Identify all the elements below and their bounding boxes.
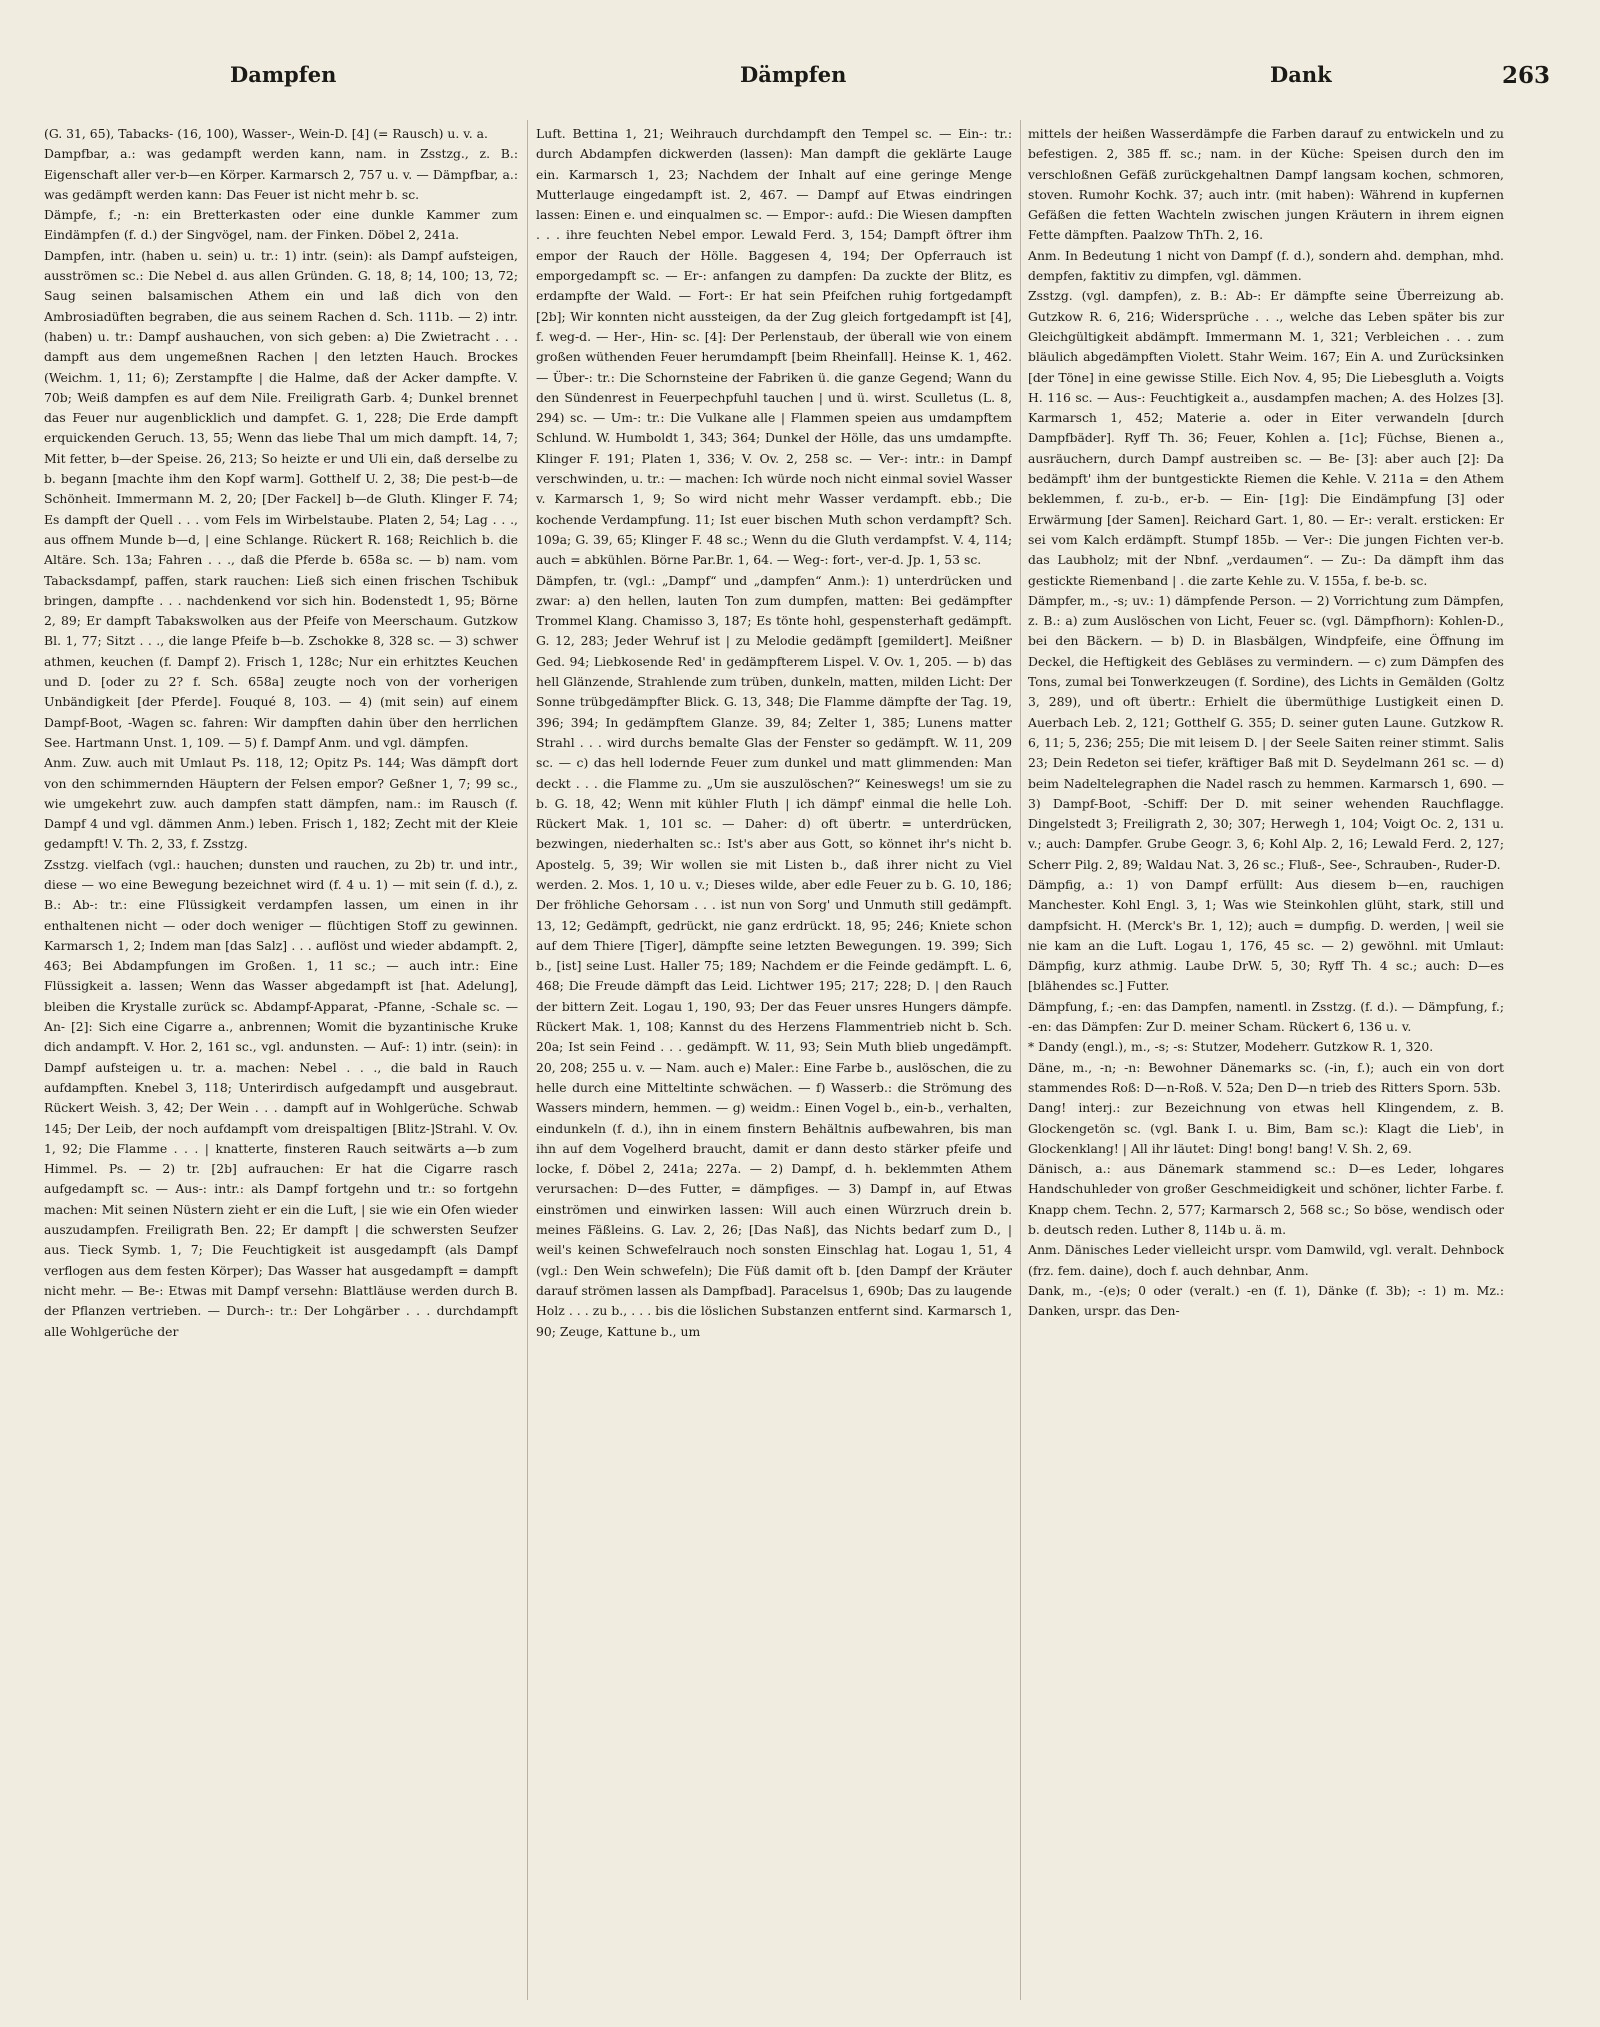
entry-paragraph: Dämpfen, tr. (vgl.: „Dampf“ und „dampfen“ Anm.): 1) unterdrücken und zwar: a) den hellen, lauten Ton zum dumpfen, matten: Bei gedämpfter Trommel Klang. Chamisso 3, 187; Es tönte hohl, gespensterhaft gedämpft. G. 12, 283; Jeder Wehruf ist | zu Melodie gedämpft [gemildert]. Meißner Ged. 94; Liebkosende Red' in gedämpfterem Lispel. V. Ov. 1, 205. — b) das hell Glänzende, Strahlende zum trüben, dunkeln, matten, milden Licht: Der Sonne trübgedämpfter Blick. G. 13, 348; Die Flamme dämpfte der Tag. 19, 396; 394; In gedämpftem Glanze. 39, 84; Zelter 1, 385; Lunens matter Strahl . . . wird durchs bemalte Glas der Fenster so gedämpft. W. 11, 209 sc. — c) das hell lodernde Feuer zum dunkel und matt glimmenden: Man deckt . . . die Flamme zu. „Um sie auszulöschen?“ Keineswegs! um sie zu b. G. 18, 42; Wenn mit kühler Fluth | ich dämpf' einmal die helle Loh. Rückert Mak. 1, 101 sc. — Daher: d) oft übertr. = unterdrücken, bezwingen, niederhalten sc.: Ist's aber aus Gott, so könnet ihr's nicht b. Apostelg. 5, 39; Wir wollen sie mit Listen b., daß ihrer nicht zu Viel werden. 2. Mos. 1, 10 u. v.; Dieses wilde, aber edle Feuer zu b. G. 10, 186; Der fröhliche Gehorsam . . . ist nun von Sorg' und Unmuth still gedämpft. 13, 12; Gedämpft, gedrückt, nie ganz erdrückt. 18, 95; 246; Kniete schon auf dem Thiere [Tiger], dämpfte seine letzten Bewegungen. 19. 399; Sich b., [ist] seine Lust. Haller 75; 189; Nachdem er die Feinde gedämpft. L. 6, 468; Die Freude dämpft das Leid. Lichtwer 195; 217; 228; D. | den Rauch der bittern Zeit. Logau 1, 190, 93; Der das Feuer unsres Hungers dämpfe. Rückert Mak. 1, 108; Kannst du des Herzens Flammentrieb nicht b. Sch. 20a; Ist sein Feind . . . gedämpft. W. 11, 93; Sein Muth blieb ungedämpft. 20, 208; 255 u. v. — Nam. auch e) Maler.: Eine Farbe b., auslöschen, die zu helle durch eine Mitteltinte schwächen. — f) Wasserb.: die Strömung des Wassers mindern, hemmen. — g) weidm.: Einen Vogel b., ein-b., verhalten, eindunkeln (f. d.), ihn in einem finstern Behältnis aufbewahren, bis man ihn auf dem Vogelherd braucht, damit er dann desto stärker pfeife und locke, f. Döbel 2, 241a; 227a. — 2) Dampf, d. h. beklemmten Athem verursachen: D—des Futter, = dämpfiges. — 3) Dampf in, auf Etwas einströmen und einwirken lassen: Will auch einen Würzruch drein b. meines Fäßleins. G. Lav. 2, 26; [Das Naß], das Nichts bedarf zum D., | weil's keinen Schwefelrauch noch sonsten Einschlag hat. Logau 1, 51, 4 (vgl.: Den Wein schwefeln); Die Füß damit oft b. [den Dampf der Kräuter darauf strömen lassen als Dampfbad]. Paracelsus 1, 690b; Das zu laugende Holz . . . zu b., . . . bis die löslichen Substanzen entfernt sind. Karmarsch 1, 90; Zeuge, Kattune b., um	[536, 572, 1012, 1339]
entry-paragraph: mittels der heißen Wasserdämpfe die Farben darauf zu entwickeln und zu befestigen. 2, 385 ff. sc.; nam. in der Küche: Speisen durch den im verschloßnen Gefäß zurückgehaltnen Dampf langsam kochen, schmoren, stoven. Rumohr Kochk. 37; auch intr. (mit haben): Während in kupfernen Gefäßen die fetten Wachteln zwischen jungen Kräutern in ihrem eignen Fette dämpften. Paalzow ThTh. 2, 16.	[1028, 126, 1504, 243]
entry-paragraph: Dampfbar, a.: was gedampft werden kann, nam. in Zsstzg., z. B.: Eigenschaft aller ver-b—en Körper. Karmarsch 2, 757 u. v. — Dämpfbar, a.: was gedämpft werden kann: Das Feuer ist nicht mehr b. sc.	[44, 146, 518, 202]
entry-paragraph: * Dandy (engl.), m., -s; -s: Stutzer, Modeherr. Gutzkow R. 1, 320.	[1028, 1039, 1434, 1055]
text-column-1	[44, 124, 518, 2004]
entry-paragraph: Dämpfer, m., -s; uv.: 1) dämpfende Person. — 2) Vorrichtung zum Dämpfen, z. B.: a) zum Auslöschen von Licht, Feuer sc. (vgl. Dämpfhorn): Kohlen-D., bei den Bäckern. — b) D. in Blasbälgen, Windpfeife, eine Öffnung im Deckel, die Heftigkeit des Gebläses zu vermindern. — c) zum Dämpfen des Tons, zumal bei Tonwerkzeugen (f. Sordine), des Lichts in Gemälden (Goltz 3, 289), und oft übertr.: Erhielt die übermüthige Lustigkeit einen D. Auerbach Leb. 2, 121; Gotthelf G. 355; D. seiner guten Laune. Gutzkow R. 6, 11; 5, 236; 255; Die mit leisem D. | der Seele Saiten reiner stimmt. Salis 23; Dein Redeton sei tiefer, kräftiger Baß mit D. Seydelmann 261 sc. — d) beim Nadeltelegraphen die Nadel rasch zu hemmen. Karmarsch 1, 690. — 3) Dampf-Boot, -Schiff: Der D. mit seiner wehenden Rauchflagge. Dingelstedt 3; Freiligrath 2, 30; 307; Herwegh 1, 104; Voigt Oc. 2, 131 u. v.; auch: Dampfer. Grube Geogr. 3, 6; Kohl Alp. 2, 16; Lewald Ferd. 2, 127; Scherr Pilg. 2, 89; Waldau Nat. 3, 26 sc.; Fluß-, See-, Schrauben-, Ruder-D.	[1028, 592, 1504, 872]
text-column-2	[536, 124, 1012, 2004]
entry-paragraph: Zsstzg. vielfach (vgl.: hauchen; dunsten und rauchen, zu 2b) tr. und intr., diese — wo eine Bewegung bezeichnet wird (f. 4 u. 1) — mit sein (f. d.), z. B.: Ab-: tr.: eine Flüssigkeit verdampfen lassen, um einen in ihr enthaltenen nicht — oder doch weniger — flüchtigen Stoff zu gewinnen. Karmarsch 1, 2; Indem man [das Salz] . . . auflöst und wieder abdampft. 2, 463; Bei Abdampfungen im Großen. 1, 11 sc.; — auch intr.: Eine Flüssigkeit a. lassen; Wenn das Wasser abgedampft ist [hat. Adelung], bleiben die Krystalle zurück sc. Abdampf-Apparat, -Pfanne, -Schale sc. — An- [2]: Sich eine Cigarre a., anbrennen; Womit die byzantinische Kruke dich andampft. V. Hor. 2, 161 sc., vgl. andunsten. — Auf-: 1) intr. (sein): in Dampf aufsteigen u. tr. a. machen: Nebel . . ., die bald in Rauch aufdampften. Knebel 3, 118; Unterirdisch aufgedampft und ausgebraut. Rückert Weish. 3, 42; Der Wein . . . dampft auf in Wohlgerüche. Schwab 145; Der Leib, der noch aufdampft vom dreispaltigen [Blitz-]Strahl. V. Ov. 1, 92; Die Flamme . . . | knatterte, finsteren Rauch seitwärts a—b zum Himmel. Ps. — 2) tr. [2b] aufrauchen: Er hat die Cigarre rasch aufgedampft sc. — Aus-: intr.: als Dampf fortgehn und tr.: so fortgehn machen: Mit seinen Nüstern zieht er ein die Luft, | sie wie ein Ofen wieder auszudampfen. Freiligrath Ben. 22; Er dampft | die schwersten Seufzer aus. Tieck Symb. 1, 7; Die Feuchtigkeit ist ausgedampft (als Dampf verflogen aus dem festen Körper); Das Wasser hat ausgedampft = dampft nicht mehr. — Be-: Etwas mit Dampf versehn: Blattläuse werden durch B. der Pflanzen vertrieben. — Durch-: tr.: Der Lohgärber . . . durchdampft alle Wohlgerüche der	[44, 856, 518, 1339]
entry-paragraph: Däne, m., -n; -n: Bewohner Dänemarks sc. (-in, f.); auch ein von dort stammendes Roß: D—n-Roß. V. 52a; Den D—n trieb des Ritters Sporn. 53b.	[1028, 1059, 1504, 1095]
entry-paragraph: Dämpfung, f.; -en: das Dampfen, namentl. in Zsstzg. (f. d.). — Dämpfung, f.; -en: das Dämpfen: Zur D. meiner Scham. Rückert 6, 136 u. v.	[1028, 998, 1504, 1035]
entry-paragraph: Dänisch, a.: aus Dänemark stammend sc.: D—es Leder, lohgares Handschuhleder von großer Geschmeidigkeit und schöner, lichter Farbe. f. Knapp chem. Techn. 2, 577; Karmarsch 2, 568 sc.; So böse, wendisch oder b. deutsch reden. Luther 8, 114b u. ä. m.	[1028, 1161, 1504, 1238]
entry-paragraph: Anm. Dänisches Leder vielleicht urspr. vom Damwild, vgl. veralt. Dehnbock (frz. fem. daine), doch f. auch dehnbar, Anm.	[1028, 1242, 1504, 1278]
entry-paragraph: Dampfen, intr. (haben u. sein) u. tr.: 1) intr. (sein): als Dampf aufsteigen, ausströmen sc.: Die Nebel d. aus allen Gründen. G. 18, 8; 14, 100; 13, 72; Saug seinen balsamischen Athem ein und laß dich von den Ambrosiadüften begraben, die aus seinem Rachen d. Sch. 111b. — 2) intr. (haben) u. tr.: Dampf aushauchen, von sich geben: a) Die Zwietracht . . . dampft aus dem ungemeßnen Rachen | den letzten Hauch. Brockes (Weichm. 1, 11; 6); Zerstampfte | die Halme, daß der Acker dampfte. V. 70b; Weiß dampfen es auf dem Nile. Freiligrath Garb. 4; Dunkel brennet das Feuer nur augenblicklich und dampfet. G. 1, 228; Die Erde dampft erquickenden Geruch. 13, 55; Wenn das liebe Thal um mich dampft. 14, 7; Mit fetter, b—der Speise. 26, 213; So heizte er und Uli ein, daß derselbe zu b. begann [machte ihm den Kopf warm]. Gotthelf U. 2, 38; Die pest-b—de Schönheit. Immermann M. 2, 20; [Der Fackel] b—de Gluth. Klinger F. 74; Es dampft der Quell . . . vom Fels im Wirbelstaube. Platen 2, 54; Lag . . ., aus offnem Munde b—d, | eine Schlange. Rückert R. 168; Reichlich b. die Altäre. Sch. 13a; Fahren . . ., daß die Pferde b. 658a sc. — b) nam. vom Tabacksdampf, paffen, stark rauchen: Ließ sich einen frischen Tschibuk bringen, dampfte . . . nachdenkend vor sich hin. Bodenstedt 1, 95; Börne 2, 89; Er dampft Tabakswolken aus der Pfeife von Meerschaum. Gutzkow Bl. 1, 77; Sitzt . . ., die lange Pfeife b—b. Zschokke 8, 328 sc. — 3) schwer athmen, keuchen (f. Dampf 2). Frisch 1, 128c; Nur ein erhitztes Keuchen und D. [oder zu 2? f. Sch. 658a] zeugte noch von der vorherigen Unbändigkeit [der Pferde]. Fouqué 8, 103. — 4) (mit sein) auf einem Dampf-Boot, -Wagen sc. fahren: Wir dampften dahin über den herrlichen See. Hartmann Unst. 1, 109. — 5) f. Dampf Anm. und vgl. dämpfen.	[44, 247, 518, 750]
entry-paragraph: Anm. In Bedeutung 1 nicht von Dampf (f. d.), sondern ahd. demphan, mhd. dempfen, faktitiv zu dimpfen, vgl. dämmen.	[1028, 247, 1504, 284]
entry-paragraph: Dank, m., -(e)s; 0 oder (veralt.) -en (f. 1), Dänke (f. 3b); -: 1) m. Mz.: Danken, urspr. das Den-	[1028, 1282, 1504, 1319]
column-divider	[527, 120, 528, 2000]
running-head-right: Dank	[1270, 62, 1332, 87]
entry-paragraph: Dämpfe, f.; -n: ein Bretterkasten oder eine dunkle Kammer zum Eindämpfen (f. d.) der Singvögel, nam. der Finken. Döbel 2, 241a.	[44, 207, 518, 243]
entry-paragraph: Dämpfig, a.: 1) von Dampf erfüllt: Aus diesem b—en, rauchigen Manchester. Kohl Engl. 3, 1; Was wie Steinkohlen glüht, stark, still und dampfsicht. H. (Merck's Br. 1, 12); auch = dumpfig. D. werden, | weil sie nie kam an die Luft. Logau 1, 176, 45 sc. — 2) gewöhnl. mit Umlaut: Dämpfig, kurz athmig. Laube DrW. 5, 30; Ryff Th. 4 sc.; auch: D—es [blähendes sc.] Futter.	[1028, 876, 1504, 994]
page-number: 263	[1501, 62, 1550, 89]
entry-paragraph: Zsstzg. (vgl. dampfen), z. B.: Ab-: Er dämpfte seine Überreizung ab. Gutzkow R. 6, 216; Widersprüche . . ., welche das Leben später bis zur Gleichgültigkeit abdämpft. Immermann M. 1, 321; Verbleichen . . . zum bläulich abgedämpften Violett. Stahr Weim. 167; Ein A. und Zurücksinken [der Töne] in eine gewisse Stille. Eich Nov. 4, 95; Die Liebesgluth a. Voigts H. 116 sc. — Aus-: Feuchtigkeit a., ausdampfen machen; A. des Holzes [3]. Karmarsch 1, 452; Materie a. oder in Eiter verwandeln [durch Dampfbäder]. Ryff Th. 36; Feuer, Kohlen a. [1c]; Füchse, Bienen a., ausräuchern, durch Dampf austreiben sc. — Be- [3]: aber auch [2]: Da bedämpft' ihm der buntgestickte Riemen die Kehle. V. 211a = den Athem beklemmen, f. zu-b., er-b. — Ein- [1g]: Die Eindämpfung [3] oder Erwärmung [der Samen]. Reichard Gart. 1, 80. — Er-: veralt. ersticken: Er sei vom Kalch erdämpft. Stumpf 185b. — Ver-: Die jungen Fichten ver-b. das Laubholz; mit der Nbnf. „verdaumen“. — Zu-: Da dämpft ihm das gestickte Riemenband | . die zarte Kehle zu. V. 155a, f. be-b. sc.	[1028, 288, 1504, 588]
column-divider	[1020, 120, 1021, 2000]
entry-paragraph: (G. 31, 65), Tabacks- (16, 100), Wasser-, Wein-D. [4] (= Rausch) u. v. a.	[44, 126, 488, 141]
running-head-center: Dämpfen	[740, 62, 847, 87]
entry-paragraph: Dang! interj.: zur Bezeichnung von etwas hell Klingendem, z. B. Glockengetön sc. (vgl. Bank I. u. Bim, Bam sc.): Klagt die Lieb', in Glockenklang! | All ihr läutet: Ding! bong! bang! V. Sh. 2, 69.	[1028, 1100, 1504, 1156]
running-head	[40, 62, 1560, 98]
text-column-3	[1028, 124, 1504, 2004]
entry-paragraph: Anm. Zuw. auch mit Umlaut Ps. 118, 12; Opitz Ps. 144; Was dämpft dort von den schimmernden Häuptern der Felsen empor? Geßner 1, 7; 99 sc., wie umgekehrt zuw. auch dampfen statt dämpfen, nam.: im Rausch (f. Dampf 4 und vgl. dämmen Anm.) leben. Frisch 1, 182; Zecht mit der Kleie gedampft! V. Th. 2, 33, f. Zsstzg.	[44, 755, 518, 852]
running-head-left: Dampfen	[230, 62, 337, 87]
entry-paragraph: Luft. Bettina 1, 21; Weihrauch durchdampft den Tempel sc. — Ein-: tr.: durch Abdampfen dickwerden (lassen): Man dampft die geklärte Lauge ein. Karmarsch 1, 23; Nachdem der Inhalt auf eine geringe Menge Mutterlauge eingedampft ist. 2, 467. — Dampf auf Etwas eindringen lassen: Einen e. und einqualmen sc. — Empor-: aufd.: Die Wiesen dampften . . . ihre feuchten Nebel empor. Lewald Ferd. 3, 154; Dampft öftrer ihm empor der Rauch der Hölle. Baggesen 4, 194; Der Opferrauch ist emporgedampft sc. — Er-: anfangen zu dampfen: Da zuckte der Blitz, es erdampfte der Wald. — Fort-: Er hat sein Pfeifchen ruhig fortgedampft [2b]; Wir konnten nicht aussteigen, da der Zug gleich fortgedampft ist [4], f. weg-d. — Her-, Hin- sc. [4]: Der Perlenstaub, der überall wie von einem großen wüthenden Feuer herumdampft [beim Rheinfall]. Heinse K. 1, 462. — Über-: tr.: Die Schornsteine der Fabriken ü. die ganze Gegend; Wann du den Sündenrest in Feuerpechpfuhl tauchen | und ü. wirst. Sculletus (L. 8, 294) sc. — Um-: tr.: Die Vulkane alle | Flammen speien aus umdampftem Schlund. W. Humboldt 1, 343; 364; Dunkel der Hölle, das uns umdampfte. Klinger F. 191; Platen 1, 336; V. Ov. 2, 258 sc. — Ver-: intr.: in Dampf verschwinden, u. tr.: — machen: Ich würde noch nicht einmal soviel Wasser v. Karmarsch 1, 9; So wird nicht mehr Wasser verdampft. ebb.; Die kochende Verdampfung. 11; Ist euer bischen Muth schon verdampft? Sch. 109a; G. 39, 65; Klinger F. 48 sc.; Wenn du die Gluth verdampfst. V. 4, 114; auch = abkühlen. Börne Par.Br. 1, 64. — Weg-: fort-, ver-d. Jp. 1, 53 sc.	[536, 126, 1012, 568]
